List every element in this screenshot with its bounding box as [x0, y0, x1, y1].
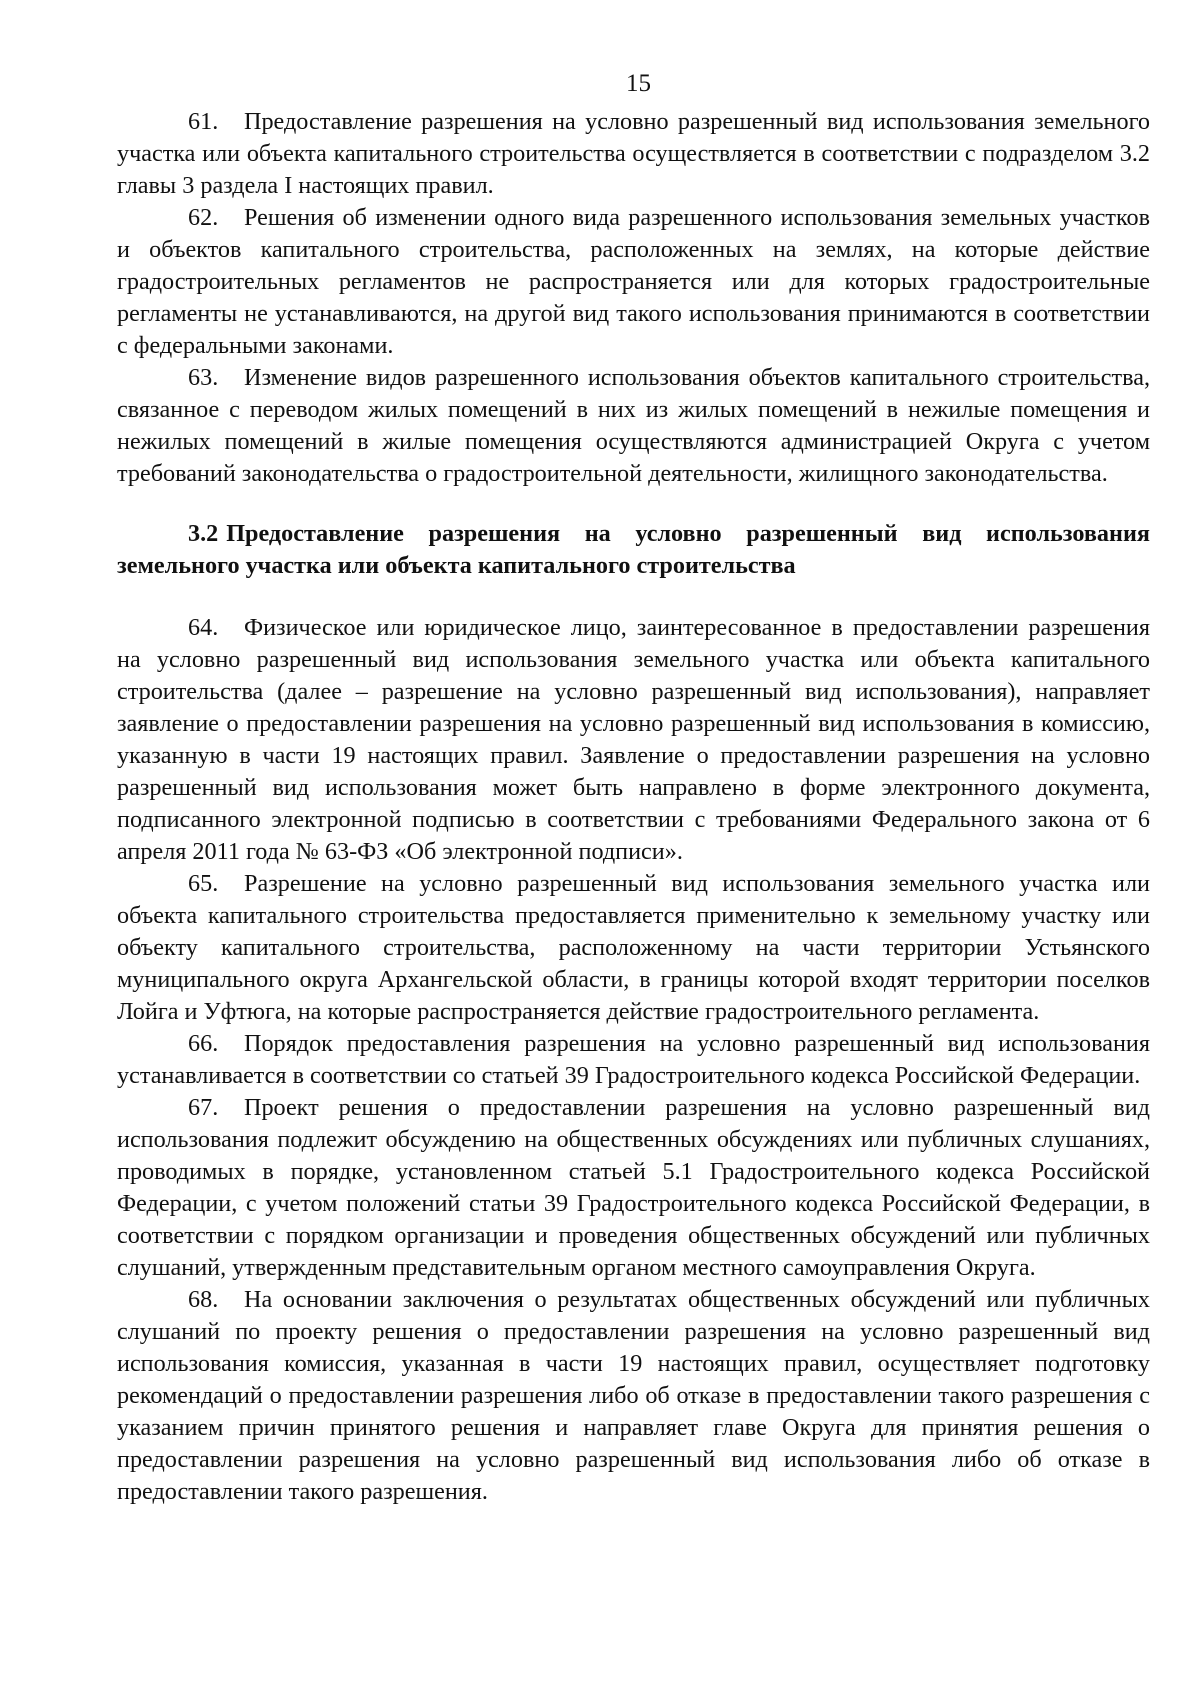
- paragraph-62: [117, 202, 1150, 362]
- paragraph-text: Физическое или юридическое лицо, заинтересованное в предоставлении разрешения на условно разрешенный вид использования земельного участка или объекта капитального строительства (далее – разрешение на условно разрешенный вид использования), направляет заявление о предоставлении разрешения на условно разрешенный вид использования в комиссию, указанную в части 19 настоящих правил. Заявление о предоставлении разрешения на условно разрешенный вид использования может быть направлено в форме электронного документа, подписанного электронной подписью в соответствии с требованиями Федерального закона от 6 апреля 2011 года № 63-ФЗ «Об электронной подписи».: [117, 614, 1150, 865]
- section-title: Предоставление разрешения на условно разрешенный вид использования земельного участка или объекта капитального строительства: [117, 520, 1150, 579]
- paragraph-number: 66.: [188, 1030, 219, 1057]
- paragraph-text: Предоставление разрешения на условно разрешенный вид использования земельного участка или объекта капитального строительства осуществляется в соответствии с подразделом 3.2 главы 3 раздела I настоящих правил.: [117, 108, 1150, 199]
- paragraph-66: [117, 1028, 1150, 1092]
- page-number: 15: [626, 70, 651, 97]
- paragraph-68: [117, 1284, 1150, 1508]
- paragraph-text: Изменение видов разрешенного использования объектов капитального строительства, связанное с переводом жилых помещений в них из жилых помещений в нежилые помещения и нежилых помещений в жилые помещения осуществляются администрацией Округа с учетом требований законодательства о градостроительной деятельности, жилищного законодательства.: [117, 364, 1150, 487]
- paragraph-number: 63.: [188, 364, 219, 391]
- paragraph-text: Разрешение на условно разрешенный вид использования земельного участка или объекта капитального строительства предоставляется применительно к земельному участку или объекту капитального строительства, расположенному на части территории Устьянского муниципального округа Архангельской области, в границы которой входят территории поселков Лойга и Уфтюга, на которые распространяется действие градостроительного регламента.: [117, 870, 1150, 1025]
- paragraph-number: 68.: [188, 1286, 219, 1313]
- paragraph-67: [117, 1092, 1150, 1284]
- document-page: [117, 62, 1150, 1508]
- paragraph-number: 62.: [188, 204, 219, 231]
- paragraph-text: Порядок предоставления разрешения на условно разрешенный вид использования устанавливается в соответствии со статьей 39 Градостроительного кодекса Российской Федерации.: [117, 1030, 1150, 1089]
- paragraph-number: 67.: [188, 1094, 219, 1121]
- paragraph-61: [117, 106, 1150, 202]
- paragraph-text: Решения об изменении одного вида разрешенного использования земельных участков и объектов капитального строительства, расположенных на землях, на которые действие градостроительных регламентов не распространяется или для которых градостроительные регламенты не устанавливаются, на другой вид такого использования принимаются в соответствии с федеральными законами.: [117, 204, 1150, 359]
- section-heading: [117, 518, 1150, 582]
- paragraph-number: 64.: [188, 614, 219, 641]
- paragraph-text: На основании заключения о результатах общественных обсуждений или публичных слушаний по проекту решения о предоставлении разрешения на условно разрешенный вид использования комиссия, указанная в части 19 настоящих правил, осуществляет подготовку рекомендаций о предоставлении разрешения либо об отказе в предоставлении такого разрешения с указанием причин принятого решения и направляет главе Округа для принятия решения о предоставлении разрешения на условно разрешенный вид использования либо об отказе в предоставлении такого разрешения.: [117, 1286, 1150, 1505]
- paragraphs-after-section: [117, 612, 1150, 1508]
- paragraph-number: 65.: [188, 870, 219, 897]
- paragraph-text: Проект решения о предоставлении разрешения на условно разрешенный вид использования подлежит обсуждению на общественных обсуждениях или публичных слушаниях, проводимых в порядке, установленном статьей 5.1 Градостроительного кодекса Российской Федерации, с учетом положений статьи 39 Градостроительного кодекса Российской Федерации, в соответствии с порядком организации и проведения общественных обсуждений или публичных слушаний, утвержденным представительным органом местного самоуправления Округа.: [117, 1094, 1150, 1281]
- paragraph-65: [117, 868, 1150, 1028]
- paragraphs-before-section: [117, 106, 1150, 490]
- paragraph-63: [117, 362, 1150, 490]
- paragraph-number: 61.: [188, 108, 219, 135]
- section-number: 3.2: [188, 520, 219, 547]
- paragraph-64: [117, 612, 1150, 868]
